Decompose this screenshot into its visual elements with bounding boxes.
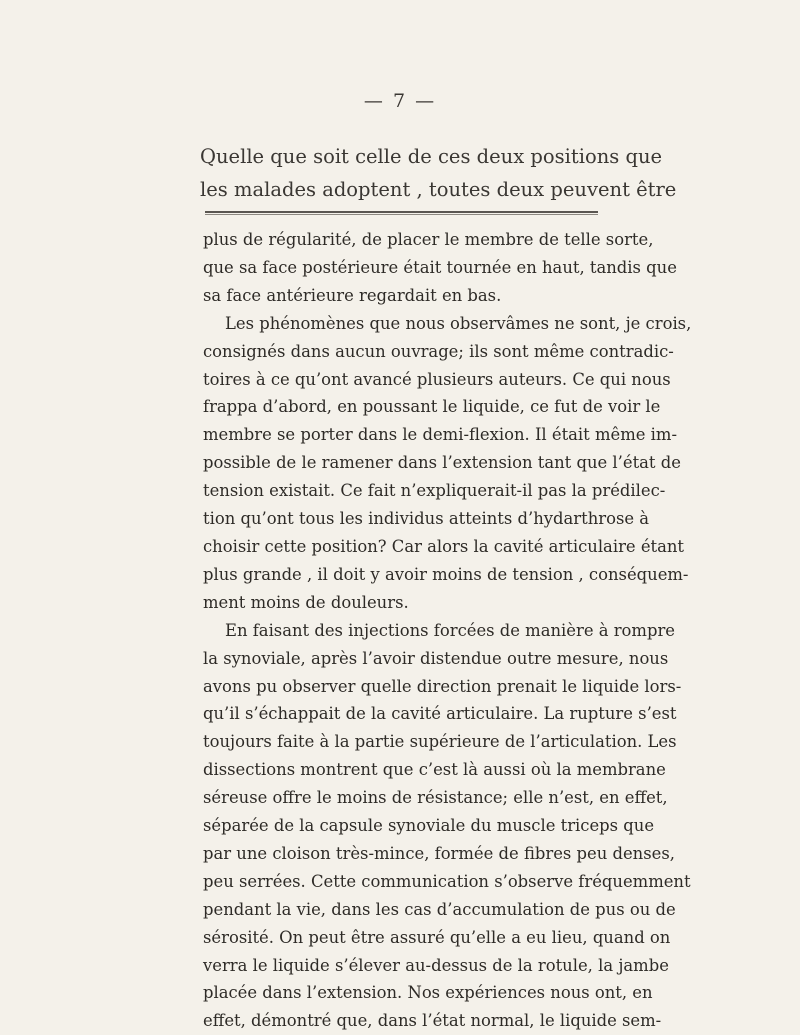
text-line: que sa face postérieure était tournée en haut, tandis que — [203, 257, 677, 277]
text-line: effet, démontré que, dans l’état normal, le liquide sem- — [203, 1011, 662, 1031]
text-line: choisir cette position? Car alors la cavité articulaire étant — [203, 536, 685, 556]
text-line: sa face antérieure regardait en bas. — [203, 285, 502, 305]
text-line: qu’il s’échappait de la cavité articulaire. La rupture s’est — [203, 704, 677, 724]
header-paragraph — [200, 140, 677, 206]
text-line: sérosité. On peut être assuré qu’elle a eu lieu, quand on — [203, 927, 671, 947]
text-line: peu serrées. Cette communication s’observe fréquemment — [203, 871, 691, 891]
text-line: plus de régularité, de placer le membre de telle sorte, — [203, 230, 654, 249]
text-line: toires à ce qu’ont avancé plusieurs auteurs. Ce qui nous — [203, 369, 671, 389]
text-line: dissections montrent que c’est là aussi où la membrane — [203, 760, 666, 780]
text-line: par une cloison très-mince, formée de fibres peu denses, — [203, 843, 675, 863]
text-line: tension existait. Ce fait n’expliquerait-il pas la prédilec- — [203, 481, 666, 501]
text-line: plus grande , il doit y avoir moins de tension , conséquem- — [203, 564, 689, 584]
header-line: les malades adoptent , toutes deux peuvent être — [200, 178, 677, 201]
text-line: En faisant des injections forcées de manière à rompre — [225, 620, 675, 640]
body-paragraphs — [203, 226, 692, 1035]
separator-rule — [205, 211, 598, 213]
text-line: avons pu observer quelle direction prenait le liquide lors- — [203, 676, 682, 696]
text-line: consignés dans aucun ouvrage; ils sont même contradic- — [203, 341, 674, 361]
header-line: Quelle que soit celle de ces deux positions que — [200, 145, 663, 168]
text-line: tion qu’ont tous les individus atteints d’hydarthrose à — [203, 509, 650, 529]
text-line: ment moins de douleurs. — [203, 592, 409, 612]
text-line: membre se porter dans le demi-flexion. Il était même im- — [203, 425, 677, 445]
page-number: — 7 — — [363, 90, 437, 112]
text-line: Les phénomènes que nous observâmes ne sont, je crois, — [225, 313, 692, 333]
text-line: placée dans l’extension. Nos expériences nous ont, en — [203, 983, 653, 1003]
text-line: verra le liquide s’élever au-dessus de la rotule, la jambe — [203, 955, 669, 975]
text-line: séreuse offre le moins de résistance; elle n’est, en effet, — [203, 788, 668, 808]
text-line: frappa d’abord, en poussant le liquide, ce fut de voir le — [203, 397, 661, 417]
text-line: la synoviale, après l’avoir distendue outre mesure, nous — [203, 648, 669, 668]
text-line: pendant la vie, dans les cas d’accumulation de pus ou de — [203, 899, 676, 919]
text-line: séparée de la capsule synoviale du muscle triceps que — [203, 816, 655, 836]
text-line: possible de le ramener dans l’extension tant que l’état de — [203, 453, 681, 473]
separator-rule-thin — [205, 214, 598, 215]
text-line: toujours faite à la partie supérieure de l’articulation. Les — [203, 732, 677, 752]
